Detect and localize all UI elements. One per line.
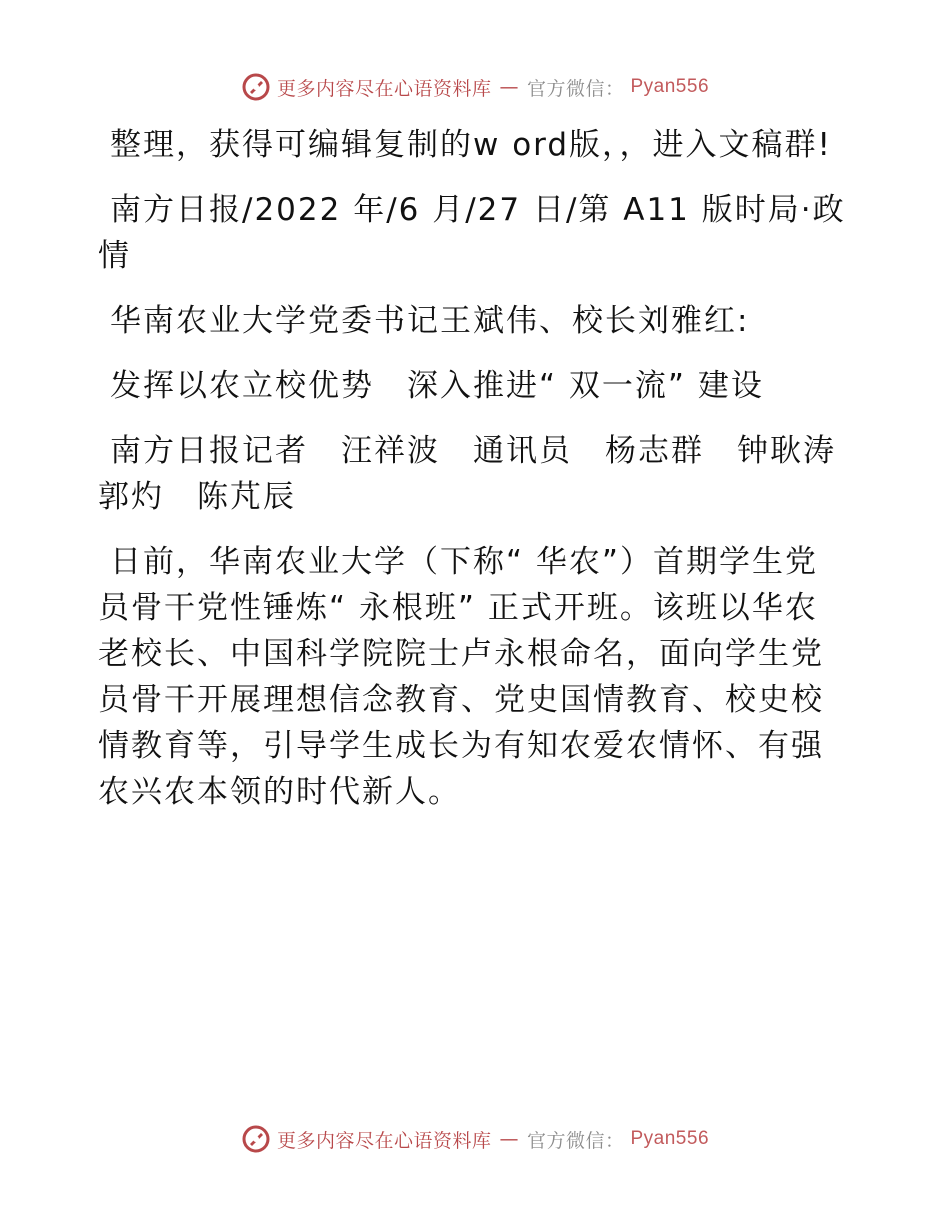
watermark-wechat-id: Pyan556 xyxy=(630,1128,710,1149)
brand-logo-icon xyxy=(241,1124,271,1154)
source-line: 南方日报/2022 年/6 月/27 日/第 A11 版时局·政情 xyxy=(98,192,846,274)
byline: 南方日报记者 汪祥波 通讯员 杨志群 钟耿涛 郭灼 陈芃辰 xyxy=(98,433,869,515)
watermark-separator: — xyxy=(499,76,519,98)
document-body xyxy=(98,122,869,834)
watermark-official: 官方微信： xyxy=(526,77,625,100)
brand-logo-icon xyxy=(241,72,271,102)
watermark-separator: — xyxy=(499,1128,519,1150)
watermark-brand: 更多内容尽在心语资料库 xyxy=(276,77,492,100)
header-watermark xyxy=(0,72,950,102)
body-paragraph: 日前，华南农业大学（下称“ 华农”）首期学生党员骨干党性锤炼“ 永根班” 正式开班。该班以华农老校长、中国科学院院士卢永根命名，面向学生党员骨干开展理想信念教育、党史国情教育、校史校情教育等，引导学生成长为有知农爱农情怀、有强农兴农本领的时代新人。 xyxy=(98,544,824,810)
watermark-wechat-id: Pyan556 xyxy=(630,76,710,97)
authors-heading: 华南农业大学党委书记王斌伟、校长刘雅红: xyxy=(110,303,750,339)
watermark-brand: 更多内容尽在心语资料库 xyxy=(276,1129,492,1152)
footer-watermark xyxy=(0,1124,950,1154)
watermark-official: 官方微信： xyxy=(526,1129,625,1152)
headline: 发挥以农立校优势 深入推进“ 双一流” 建设 xyxy=(110,368,764,404)
intro-paragraph: 整理，获得可编辑复制的w ord版，，进入文稿群! xyxy=(110,127,832,163)
